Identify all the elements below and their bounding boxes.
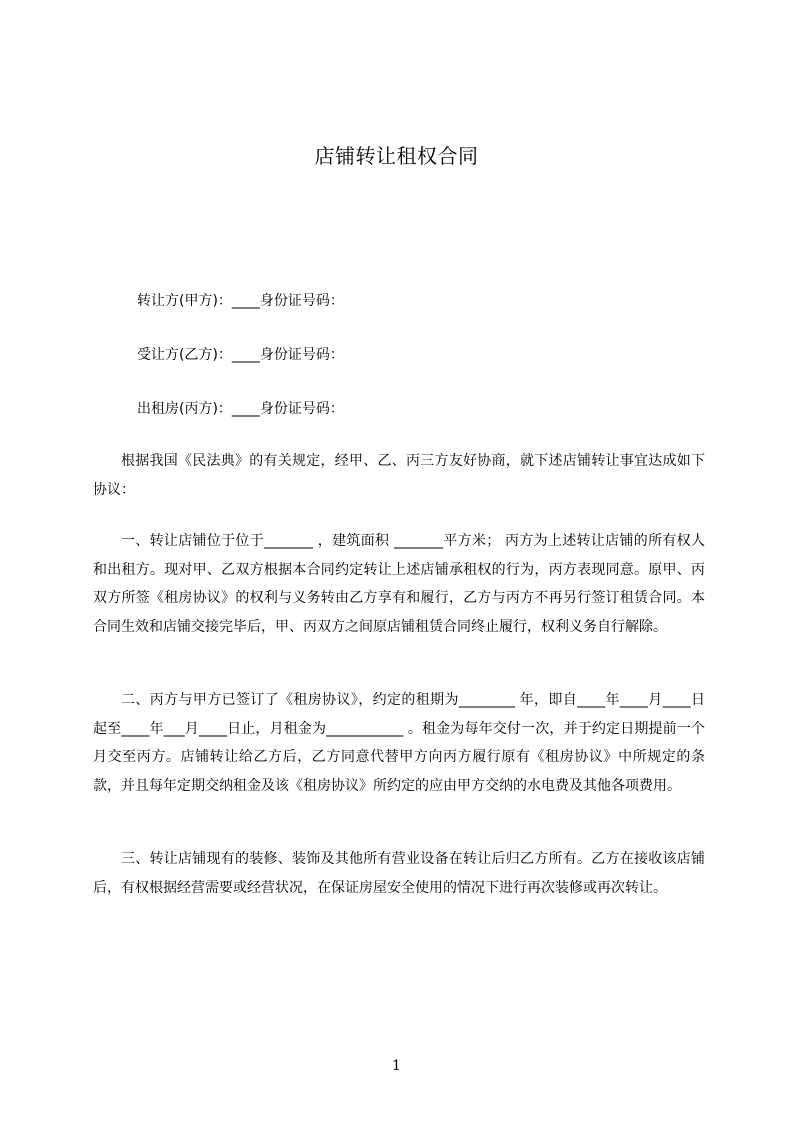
contract-title: 店铺转让租权合同: [314, 144, 479, 168]
party-transferee-line: 受让方(乙方)：____身份证号码：: [137, 347, 344, 363]
preamble-paragraph: 根据我国《民法典》的有关规定，经甲、乙、丙三方友好协商，就下述店铺转让事宜达成如下协议：: [93, 453, 705, 498]
clause-1-paragraph: 一、转让店铺位于位于_______ ，建筑面积 _______平方米； 丙方为上述转让店铺的所有权人和出租方。现对甲、乙双方根据本合同约定转让上述店铺承租权的行为，丙方表现同意。原甲、丙双方所签《租房协议》的权利与义务转由乙方享有和履行，乙方与丙方不再另行签订租赁合同。本合同生效和店铺交接完毕后，甲、丙双方之间原店铺租赁合同终止履行，权利义务自行解除。: [93, 533, 705, 635]
page-number: 1: [392, 1058, 401, 1074]
party-landlord-line: 出租房(丙方)：____身份证号码：: [137, 401, 344, 417]
clause-3-paragraph: 三、转让店铺现有的装修、装饰及其他所有营业设备在转让后归乙方所有。乙方在接收该店铺后，有权根据经营需要或经营状况，在保证房屋安全使用的情况下进行再次装修或再次转让。: [93, 851, 705, 896]
party-transferor-line: 转让方(甲方)：____身份证号码：: [137, 293, 344, 309]
clause-2-paragraph: 二、丙方与甲方已签订了《租房协议》，约定的租期为________ 年，即自____年____月____日起至____年___月____日止，月租金为___________ 。租金为每年交付一次，并于约定日期提前一个月交至丙方。店铺转让给乙方后，乙方同意代替甲方向丙方履行原有《租房协议》中所规定的条款，并且每年定期交纳租金及该《租房协议》所约定的应由甲方交纳的水电费及其他各项费用。: [93, 692, 705, 794]
